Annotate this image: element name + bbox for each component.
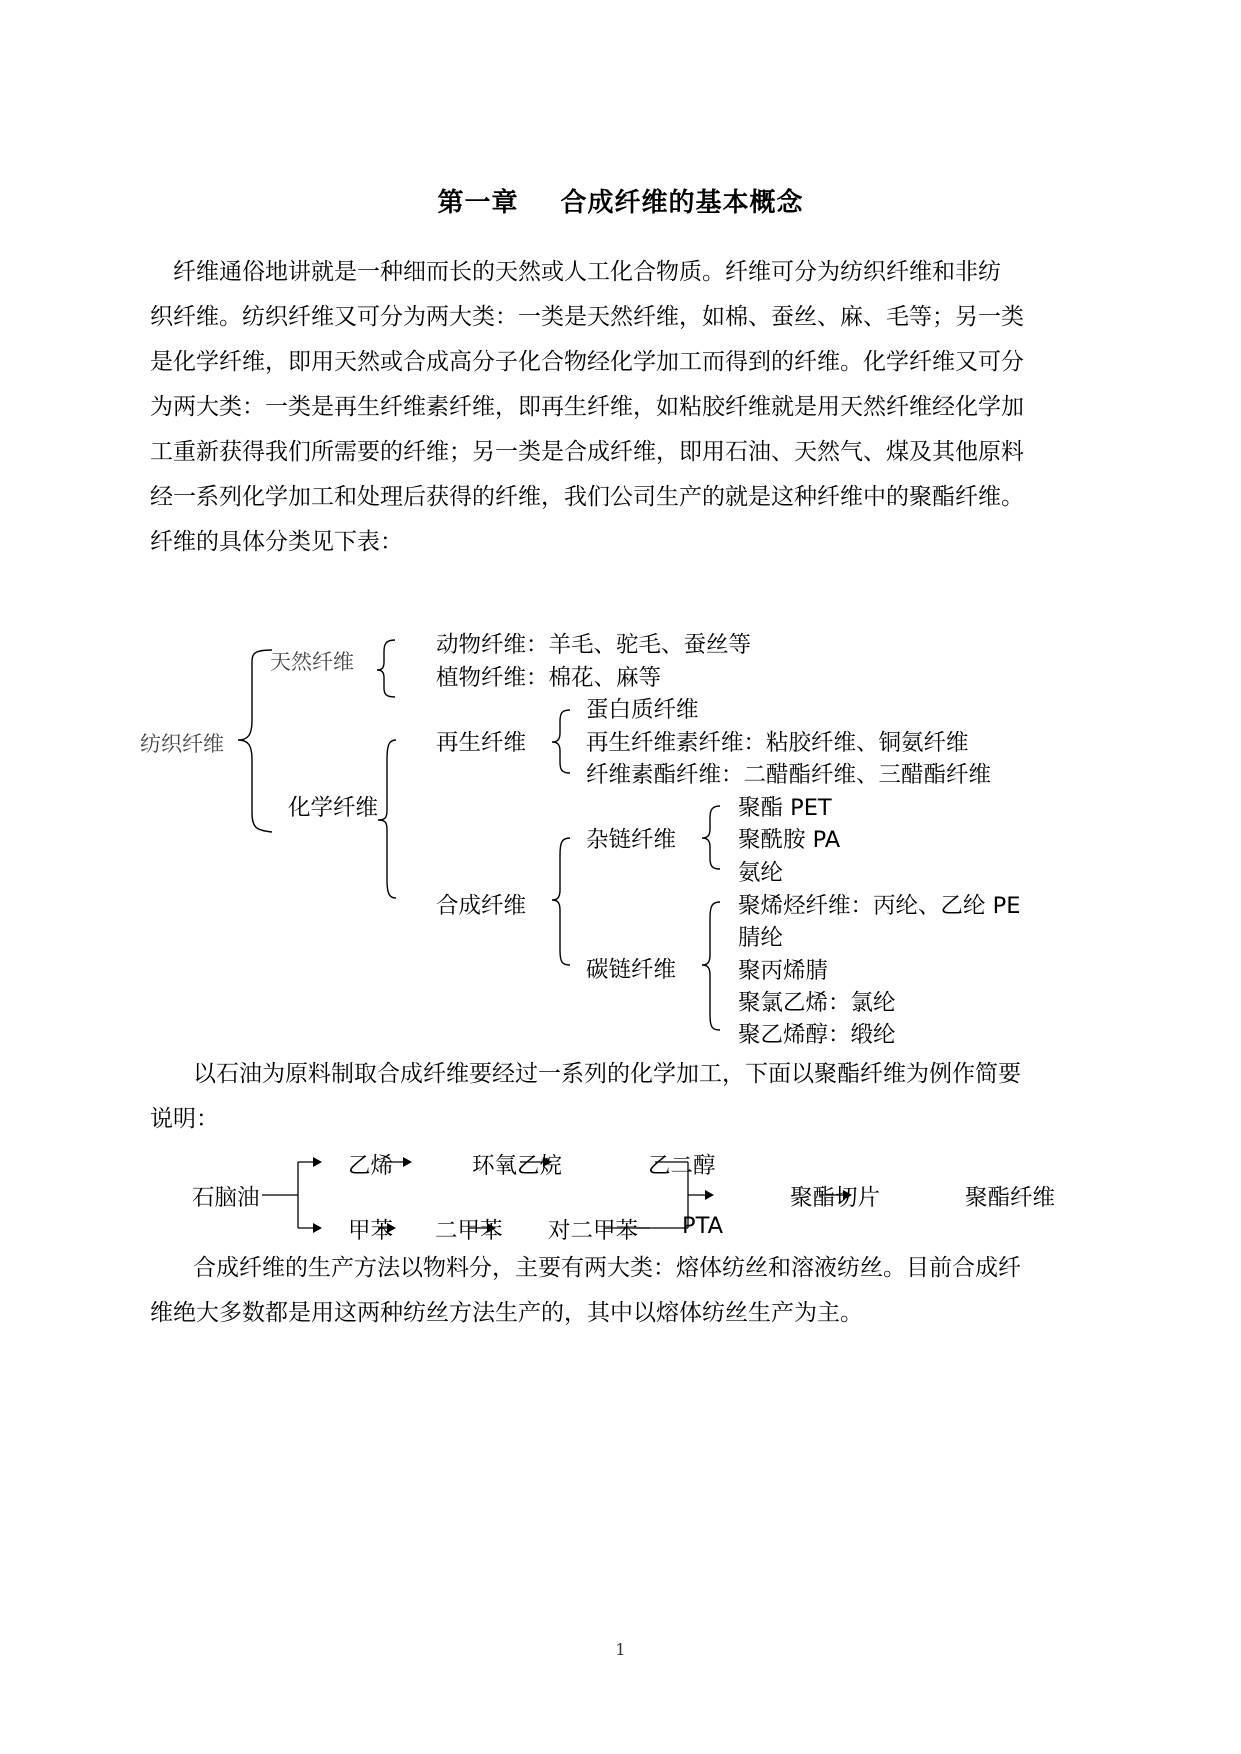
arrowhead bbox=[705, 1190, 714, 1200]
intro-line: 织纤维。纺织纤维又可分为两大类：一类是天然纤维，如棉、蚕丝、麻、毛等；另一类 bbox=[150, 304, 1024, 330]
tree-polyacrylonitrile: 聚丙烯腈 bbox=[738, 958, 829, 984]
flow-ethylene-oxide: 环氧乙烷 bbox=[472, 1153, 563, 1179]
tree-pa: 聚酰胺 PA bbox=[738, 827, 841, 853]
intro-line: 工重新获得我们所需要的纤维；另一类是合成纤维，即用石油、天然气、煤及其他原料 bbox=[150, 439, 1024, 465]
flow-pta: PTA bbox=[682, 1213, 723, 1239]
flow-pxylene: 对二甲苯 bbox=[548, 1218, 639, 1244]
tree-spandex: 氨纶 bbox=[738, 860, 784, 886]
tree-pet: 聚酯 PET bbox=[738, 795, 832, 821]
process-line: 说明： bbox=[150, 1106, 219, 1132]
intro-line: 经一系列化学加工和处理后获得的纤维，我们公司生产的就是这种纤维中的聚酯纤维。 bbox=[150, 484, 1024, 510]
arrowhead bbox=[403, 1157, 412, 1167]
intro-line: 为两大类：一类是再生纤维素纤维，即再生纤维，如粘胶纤维就是用天然纤维经化学加 bbox=[150, 394, 1024, 420]
tree-carbon: 碳链纤维 bbox=[586, 957, 677, 983]
tree-plant: 植物纤维：棉花、麻等 bbox=[436, 665, 662, 691]
method-paragraph bbox=[150, 1246, 1095, 1336]
chapter-name: 合成纤维的基本概念 bbox=[560, 188, 804, 218]
chapter-number: 第一章 bbox=[437, 188, 519, 218]
process-line: 以石油为原料制取合成纤维要经过一系列的化学加工，下面以聚酯纤维为例作简要 bbox=[193, 1061, 1021, 1087]
arrowhead bbox=[313, 1223, 322, 1233]
flow-fiber: 聚酯纤维 bbox=[965, 1185, 1056, 1211]
flow-naphtha: 石脑油 bbox=[192, 1185, 260, 1211]
flow-ethylene: 乙烯 bbox=[348, 1153, 394, 1179]
intro-line: 纤维的具体分类见下表： bbox=[150, 529, 403, 555]
tree-protein: 蛋白质纤维 bbox=[586, 697, 699, 723]
method-line: 维绝大多数都是用这两种纺丝方法生产的，其中以熔体纺丝生产为主。 bbox=[150, 1300, 863, 1326]
arrowhead bbox=[313, 1157, 322, 1167]
flow-chips: 聚酯切片 bbox=[790, 1185, 881, 1211]
tree-pvc: 聚氯乙烯：氯纶 bbox=[738, 990, 896, 1016]
intro-line: 是化学纤维，即用天然或合成高分子化合物经化学加工而得到的纤维。化学纤维又可分 bbox=[150, 349, 1024, 375]
tree-natural: 天然纤维 bbox=[270, 650, 354, 674]
tree-polyolefin: 聚烯烃纤维：丙纶、乙纶 PE bbox=[738, 893, 1021, 919]
tree-pva: 聚乙烯醇：缎纶 bbox=[738, 1022, 896, 1048]
flow-xylene: 二甲苯 bbox=[435, 1218, 503, 1244]
tree-synthetic: 合成纤维 bbox=[436, 893, 527, 919]
tree-animal: 动物纤维：羊毛、驼毛、蚕丝等 bbox=[436, 632, 752, 658]
tree-cellulose: 再生纤维素纤维：粘胶纤维、铜氨纤维 bbox=[586, 730, 969, 756]
intro-line: 纤维通俗地讲就是一种细而长的天然或人工化合物质。纤维可分为纺织纤维和非纺 bbox=[173, 259, 1001, 285]
tree-hetero: 杂链纤维 bbox=[586, 827, 677, 853]
flow-toluene: 甲苯 bbox=[348, 1218, 394, 1244]
tree-regenerated: 再生纤维 bbox=[436, 730, 527, 756]
tree-chemical: 化学纤维 bbox=[288, 795, 379, 821]
page-number: 1 bbox=[615, 1640, 626, 1659]
tree-ester: 纤维素酯纤维：二醋酯纤维、三醋酯纤维 bbox=[586, 762, 992, 788]
tree-acrylic: 腈纶 bbox=[738, 925, 784, 951]
method-line: 合成纤维的生产方法以物料分，主要有两大类：熔体纺丝和溶液纺丝。目前合成纤 bbox=[193, 1255, 1021, 1281]
tree-root: 纺织纤维 bbox=[140, 732, 224, 756]
flow-glycol: 乙二醇 bbox=[648, 1153, 716, 1179]
